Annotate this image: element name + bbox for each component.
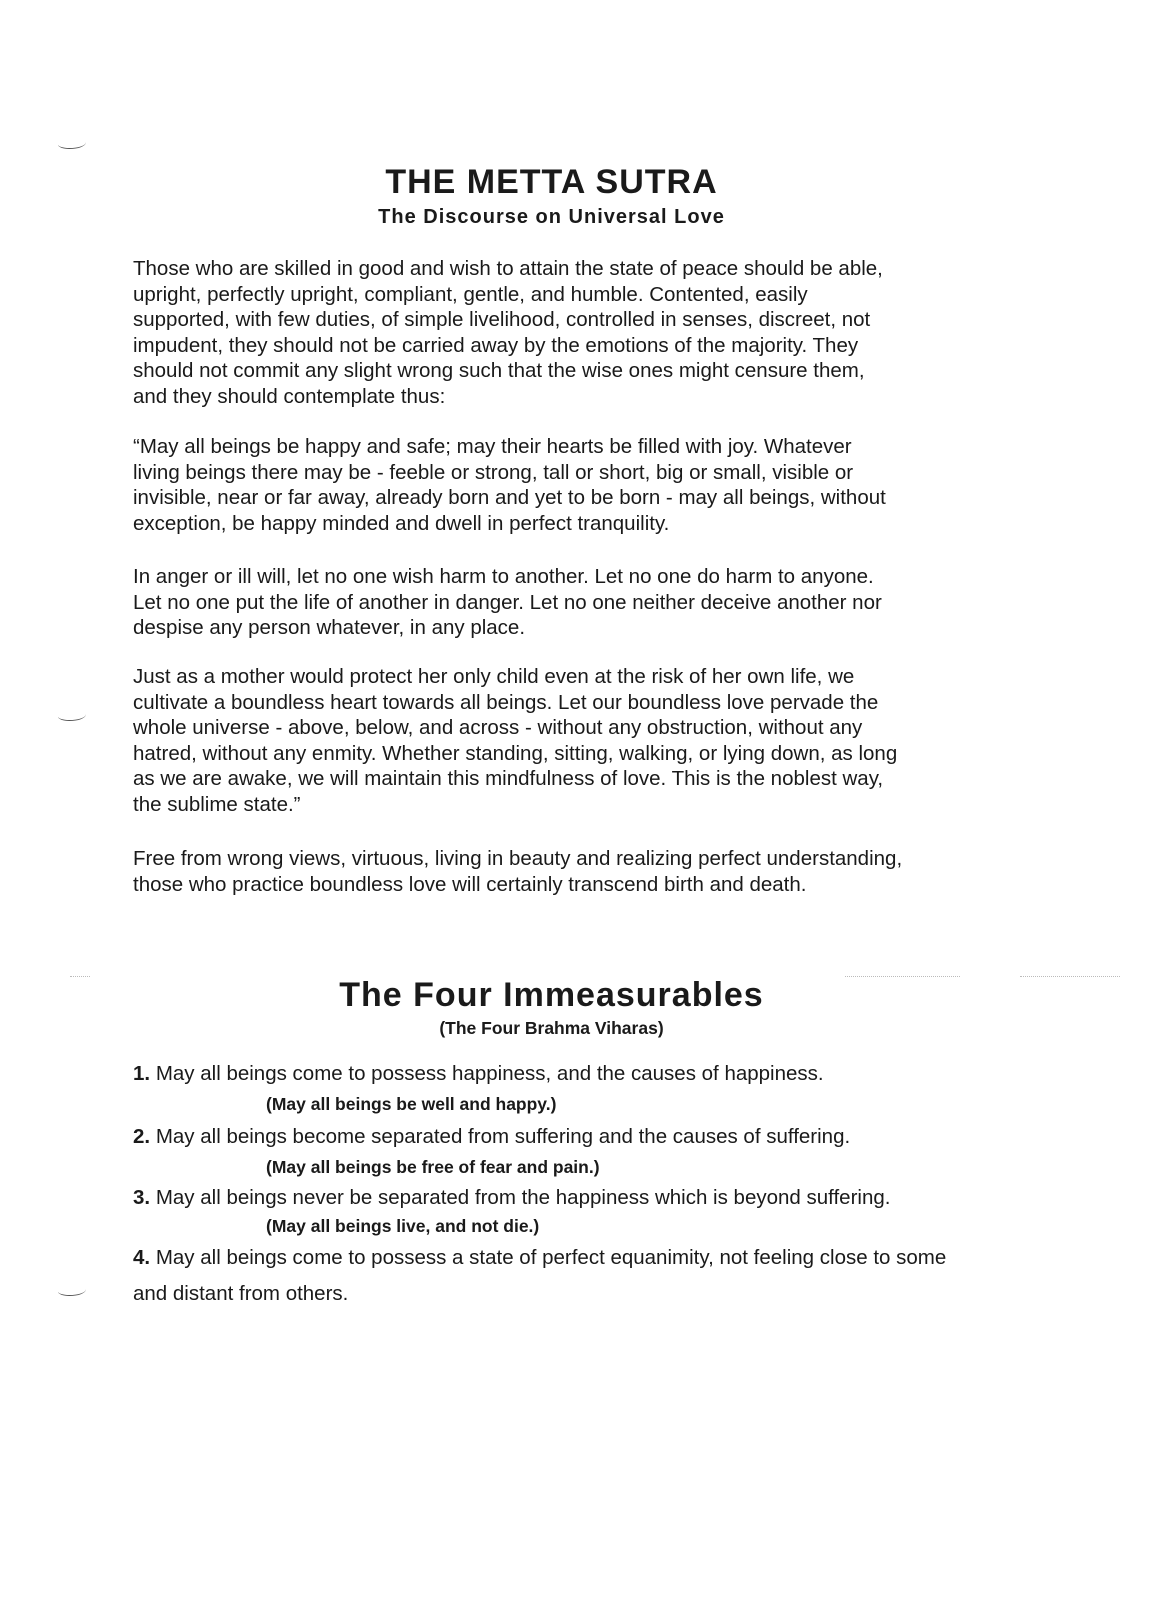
item-number: 4. — [133, 1246, 151, 1269]
paragraph: Free from wrong views, virtuous, living in beauty and realizing perfect understanding, those who practice boundless love will certainly transcend birth and death. — [133, 847, 903, 896]
item-gloss: (May all beings be well and happy.) — [266, 1094, 557, 1114]
item-gloss: (May all beings be free of fear and pain.) — [266, 1157, 600, 1177]
paragraph: Just as a mother would protect her only child even at the risk of her own life, we cultivate a boundless heart towards all beings. Let our boundless love pervade the whole universe - above, below, and across - without any obstruction, without any hatred, without any enmity. Whether standing, sitting, walking, or lying down, as long as we are awake, we will maintain this mindfulness of love. This is the noblest way, the sublime state.” — [133, 665, 898, 816]
list-item — [133, 1181, 983, 1215]
paragraph: “May all beings be happy and safe; may their hearts be filled with joy. Whatever living beings there may be - feeble or strong, tall or short, big or small, visible or invisible, near or far away, already born and yet to be born - may all beings, without exception, be happy minded and dwell in perfect tranquility. — [133, 435, 886, 535]
item-number: 1. — [133, 1062, 151, 1085]
paragraph: Those who are skilled in good and wish to attain the state of peace should be able, upright, perfectly upright, compliant, gentle, and humble. Contented, easily supported, with few duties, of simple livelihood, controlled in senses, discreet, not impudent, they should not be carried away by the emotions of the majority. They should not commit any slight wrong such that the wise ones might censure them, and they should contemplate thus: — [133, 257, 883, 408]
section-title: The Four Immeasurables — [339, 976, 764, 1014]
list-item — [133, 1240, 983, 1312]
item-gloss: (May all beings live, and not die.) — [266, 1216, 540, 1236]
paragraph: In anger or ill will, let no one wish harm to another. Let no one do harm to anyone. Let no one put the life of another in danger. Let no one neither deceive another nor despise any person whatever, in any place. — [133, 565, 882, 639]
page-subtitle: The Discourse on Universal Love — [378, 206, 725, 228]
scan-mark — [58, 710, 86, 721]
section-subtitle: (The Four Brahma Viharas) — [439, 1018, 664, 1038]
list-item — [133, 1120, 983, 1154]
item-number: 3. — [133, 1186, 151, 1209]
scan-mark — [58, 1285, 86, 1296]
item-text: May all beings never be separated from the happiness which is beyond suffering. — [155, 1186, 891, 1209]
item-text: May all beings come to possess happiness, and the causes of happiness. — [155, 1062, 824, 1085]
scan-mark — [58, 138, 86, 149]
list-item — [133, 1057, 983, 1091]
item-text: May all beings come to possess a state of perfect equanimity, not feeling close to some and distant from others. — [133, 1246, 947, 1305]
item-number: 2. — [133, 1125, 151, 1148]
item-text: May all beings become separated from suffering and the causes of suffering. — [155, 1125, 851, 1148]
page-title: THE METTA SUTRA — [385, 163, 718, 201]
